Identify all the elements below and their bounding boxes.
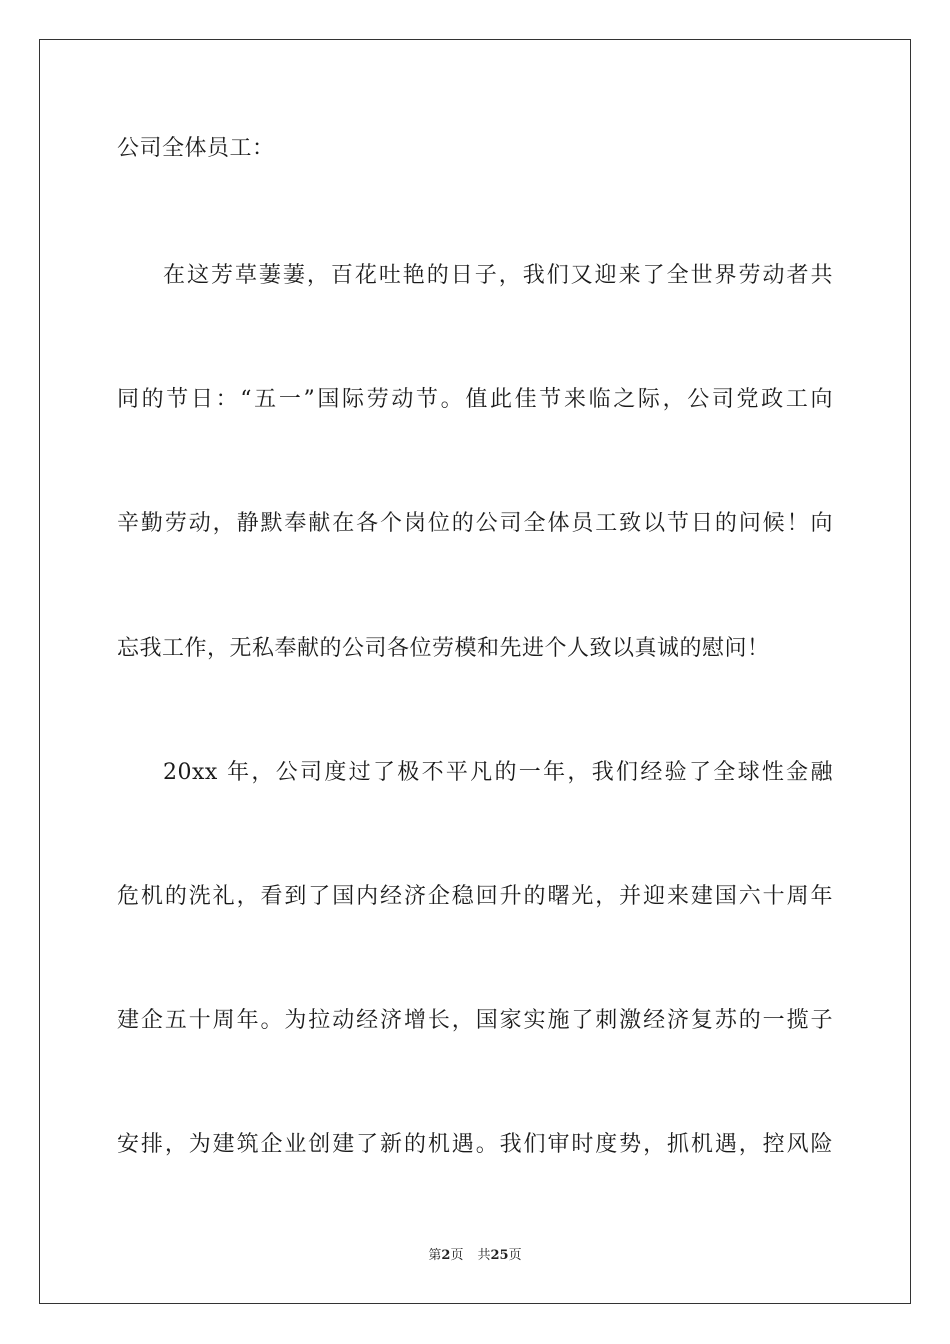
body-line-6: 危机的洗礼，看到了国内经济企稳回升的曙光，并迎来建国六十周年 bbox=[117, 884, 833, 909]
body-line-8: 安排，为建筑企业创建了新的机遇。我们审时度势，抓机遇，控风险 bbox=[117, 1132, 833, 1157]
body-line-3: 辛勤劳动，静默奉献在各个岗位的公司全体员工致以节日的问候！向 bbox=[117, 511, 833, 536]
body-line-7: 建企五十周年。为拉动经济增长，国家实施了刺激经济复苏的一揽子 bbox=[117, 1008, 833, 1033]
salutation: 公司全体员工： bbox=[117, 136, 275, 161]
total-pages: 25 bbox=[490, 1248, 509, 1263]
body-line-4: 忘我工作，无私奉献的公司各位劳模和先进个人致以真诚的慰问！ bbox=[117, 636, 770, 661]
total-suffix: 页 bbox=[508, 1248, 522, 1263]
page-footer bbox=[0, 1248, 950, 1264]
body-line-5: 20xx 年，公司度过了极不平凡的一年，我们经验了全球性金融 bbox=[163, 760, 833, 785]
page-border bbox=[39, 39, 911, 1304]
body-line-1: 在这芳草萋萋，百花吐艳的日子，我们又迎来了全世界劳动者共 bbox=[163, 263, 833, 288]
total-prefix: 共 bbox=[477, 1248, 491, 1263]
page-prefix: 第 bbox=[428, 1248, 442, 1263]
page-suffix: 页 bbox=[450, 1248, 464, 1263]
body-line-2: 同的节日：“五一”国际劳动节。值此佳节来临之际，公司党政工向 bbox=[117, 387, 833, 412]
page-number: 2 bbox=[441, 1248, 451, 1263]
